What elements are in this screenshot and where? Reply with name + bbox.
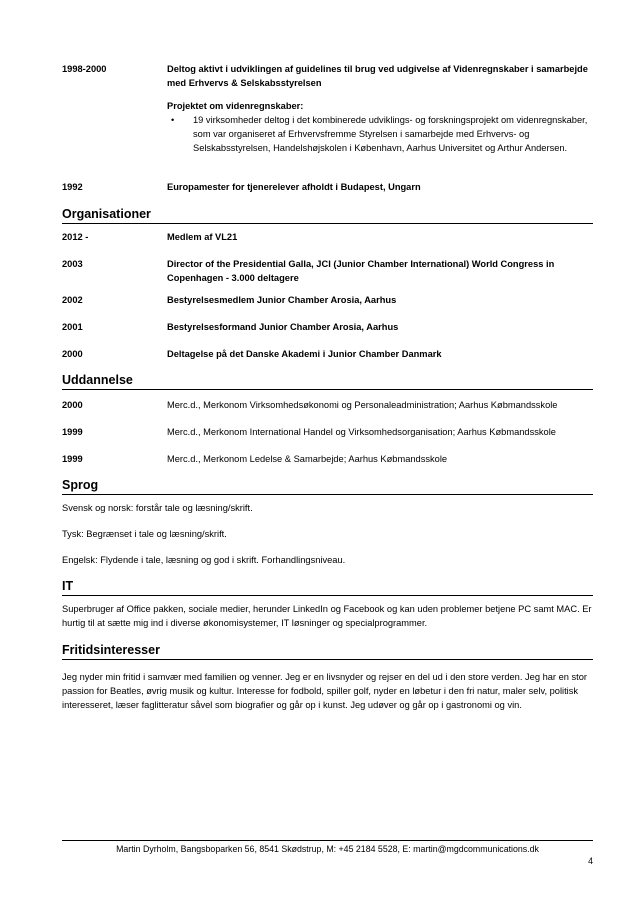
entry-description <box>167 62 592 155</box>
entry-year: 1992 <box>62 182 83 192</box>
entry-title: Deltog aktivt i udviklingen af guidelines til brug ved udgivelse af Videnregnskaber i samarbejde med Erhvervs & Selskabsstyrelsen <box>167 64 588 88</box>
language-line: Svensk og norsk: forstår tale og læsning/skrift. <box>62 503 253 513</box>
bullet-item: • 19 virksomheder deltog i det kombinerede udviklings- og forskningsprojekt om videnregnskaber, som var organiseret af Erhvervsfremme Styrelsen i samarbejde med Erhvervs- og Selskabsstyrelsen, Handelshøjskolen i København, Aarhus Universitet og Arthur Andersen. <box>167 113 592 155</box>
entry-year: 1998-2000 <box>62 64 107 74</box>
entry-year: 1999 <box>62 454 83 464</box>
entry-text: Merc.d., Merkonom International Handel og Virksomhedsorganisation; Aarhus Købmandsskole <box>167 427 556 437</box>
section-heading-uddannelse: Uddannelse <box>62 372 593 390</box>
fritid-text: Jeg nyder min fritid i samvær med familien og venner. Jeg er en livsnyder og rejser en del ud i den store verden. Jeg har en stor passion for Beatles, øvrig musik og kultur. Interesse for fodbold, spiller golf, nyder en løbetur i den fri natur, maler selv, politisk interesseret, læser faglitteratur såvel som biografier og går op i kunst. Jeg udøver og går op i gastronomi og vin. <box>62 672 588 710</box>
section-heading-fritidsinteresser: Fritidsinteresser <box>62 642 593 660</box>
entry-year: 2000 <box>62 349 83 359</box>
entry-year: 2002 <box>62 295 83 305</box>
footer-divider <box>62 840 593 841</box>
page-number: 4 <box>588 856 593 866</box>
entry-text: Bestyrelsesmedlem Junior Chamber Arosia, Aarhus <box>167 295 397 305</box>
entry-year: 2012 - <box>62 232 89 242</box>
entry-year: 2001 <box>62 322 83 332</box>
section-heading-organisationer: Organisationer <box>62 206 593 224</box>
entry-subtitle: Projektet om videnregnskaber: <box>167 101 304 111</box>
entry-text: Director of the Presidential Galla, JCI (Junior Chamber International) World Congress in Copenhagen - 3.000 deltagere <box>167 259 555 283</box>
entry-year: 2003 <box>62 259 83 269</box>
entry-text: Medlem af VL21 <box>167 232 238 242</box>
entry-text: Merc.d., Merkonom Virksomhedsøkonomi og Personaleadministration; Aarhus Købmandsskole <box>167 400 558 410</box>
entry-text: Deltagelse på det Danske Akademi i Junior Chamber Danmark <box>167 349 442 359</box>
footer-contact: Martin Dyrholm, Bangsboparken 56, 8541 Skødstrup, M: +45 2184 5528, E: martin@mgdcommunications.dk <box>116 844 539 854</box>
bullet-list <box>167 113 592 155</box>
entry-year: 2000 <box>62 400 83 410</box>
language-line: Engelsk: Flydende i tale, læsning og god i skrift. Forhandlingsniveau. <box>62 555 346 565</box>
entry-title: Europamester for tjenerelever afholdt i Budapest, Ungarn <box>167 182 421 192</box>
entry-year: 1999 <box>62 427 83 437</box>
it-text: Superbruger af Office pakken, sociale medier, herunder LinkedIn og Facebook og kan uden problemer betjene PC samt MAC. Er hurtig til at sætte mig ind i diverse økonomisystemer, IT løsninger og specialprogrammer. <box>62 604 592 628</box>
entry-text: Merc.d., Merkonom Ledelse & Samarbejde; Aarhus Købmandsskole <box>167 454 448 464</box>
entry-text: Bestyrelsesformand Junior Chamber Arosia, Aarhus <box>167 322 399 332</box>
language-line: Tysk: Begrænset i tale og læsning/skrift. <box>62 529 227 539</box>
section-heading-sprog: Sprog <box>62 477 593 495</box>
section-heading-it: IT <box>62 578 593 596</box>
